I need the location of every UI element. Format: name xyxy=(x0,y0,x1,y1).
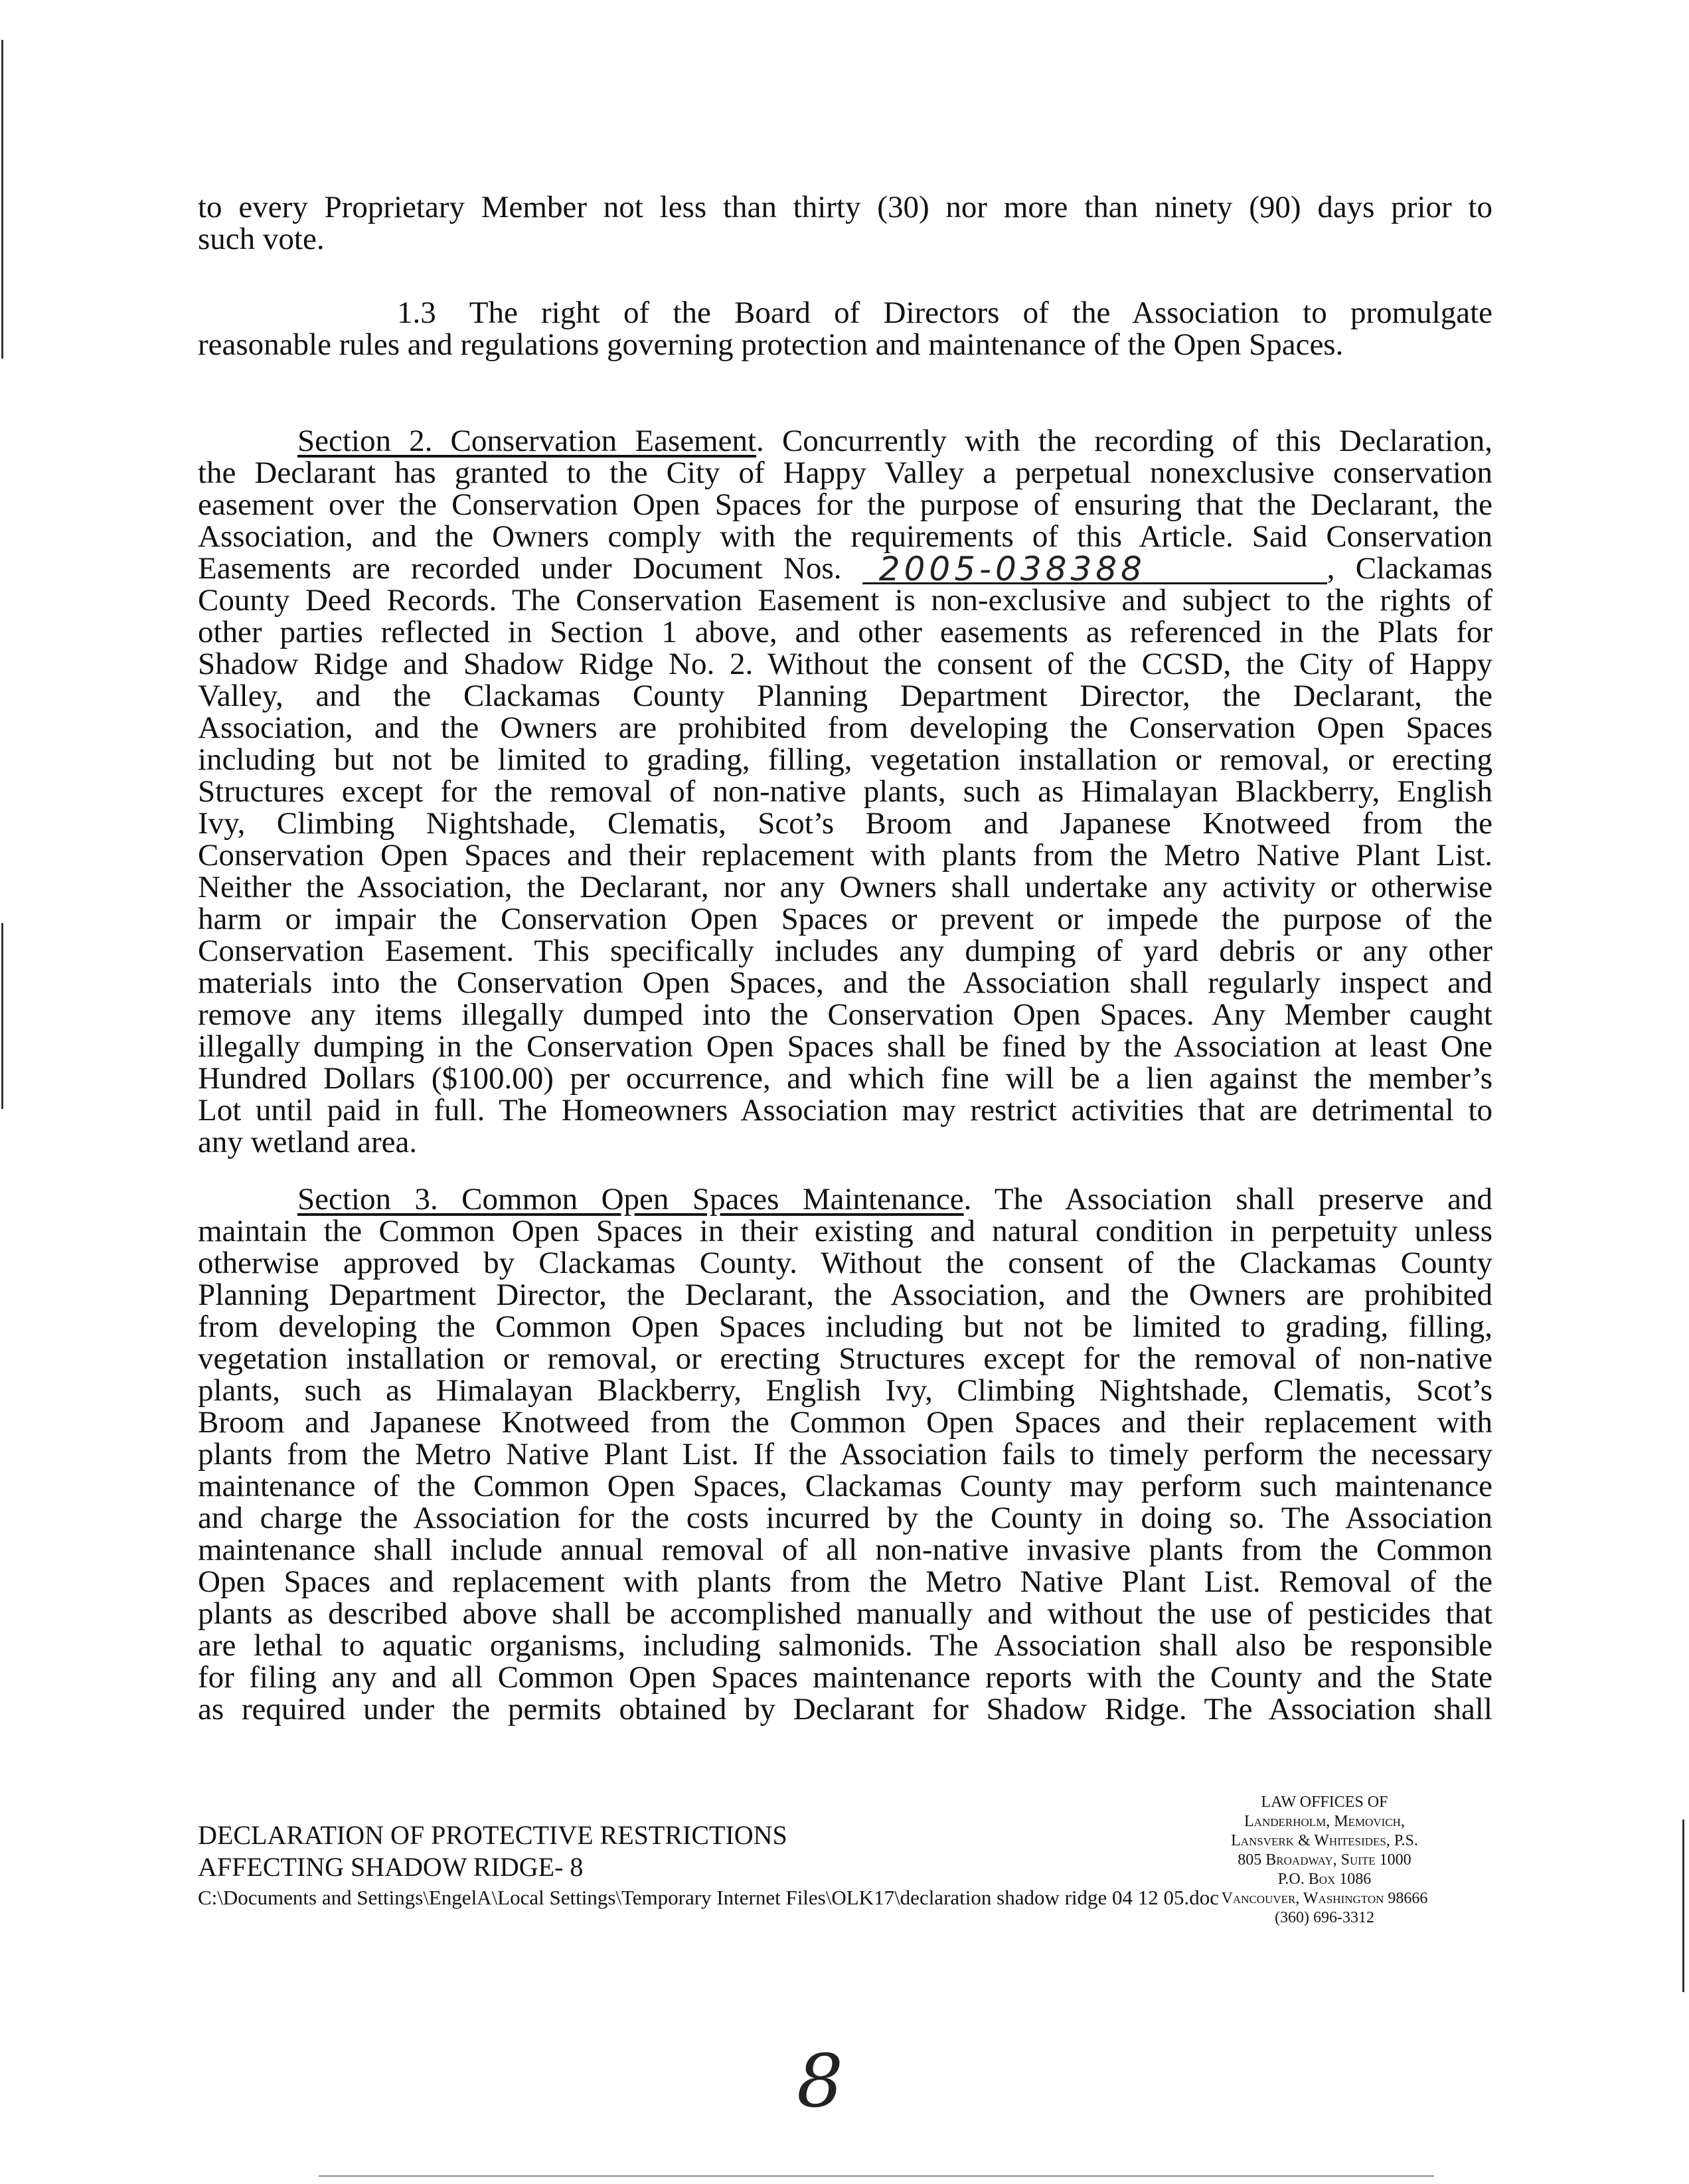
text-line: Hundred Dollars ($100.00) per occurrence, and which fine will be a lien against the member’s xyxy=(198,1061,1492,1096)
clause-number: 1.3 xyxy=(397,295,436,330)
paragraph-1-3 xyxy=(198,297,1492,361)
text-line: plants from the Metro Native Plant List. If the Association fails to timely perform the necessary xyxy=(198,1437,1492,1471)
text-line: remove any items illegally dumped into the Conservation Open Spaces. Any Member caught xyxy=(198,997,1492,1032)
footer-title-line: DECLARATION OF PROTECTIVE RESTRICTIONS xyxy=(198,1820,787,1850)
text-line: plants as described above shall be accomplished manually and without the use of pesticides that xyxy=(198,1596,1492,1631)
document-number-field xyxy=(862,550,1327,588)
text-line: maintain the Common Open Spaces in their existing and natural condition in perpetuity unless xyxy=(198,1214,1492,1248)
text-line: illegally dumping in the Conservation Open Spaces shall be fined by the Association at least One xyxy=(198,1029,1492,1064)
section-heading: Section 3. Common Open Spaces Maintenance xyxy=(297,1182,964,1217)
text-line: vegetation installation or removal, or erecting Structures except for the removal of non-native xyxy=(198,1341,1492,1376)
law-office-block xyxy=(1188,1793,1461,1928)
scan-bottom-mark xyxy=(319,2175,1434,2177)
scan-edge-mark xyxy=(1,923,3,1109)
text-line: Planning Department Director, the Declarant, the Association, and the Owners are prohibited xyxy=(198,1278,1492,1312)
text-line: Ivy, Climbing Nightshade, Clematis, Scot’s Broom and Japanese Knotweed from the xyxy=(198,806,1492,841)
law-office-line: P.O. Box 1086 xyxy=(1277,1871,1372,1888)
text-line: Valley, and the Clackamas County Planning Department Director, the Declarant, the xyxy=(198,679,1492,713)
text-line: harm or impair the Conservation Open Spaces or prevent or impede the purpose of the xyxy=(198,902,1492,936)
section-heading: Section 2. Conservation Easement xyxy=(297,424,757,458)
text-line: Neither the Association, the Declarant, nor any Owners shall undertake any activity or otherwise xyxy=(198,870,1492,904)
text-line: such vote. xyxy=(198,222,325,256)
law-office-line: (360) 696-3312 xyxy=(1275,1909,1374,1926)
law-office-line: Vancouver, Washington 98666 xyxy=(1221,1890,1428,1907)
footer-title xyxy=(198,1819,787,1883)
text-line: Easements are recorded under Document Nos. xyxy=(198,551,842,586)
text-line: including but not be limited to grading, filling, vegetation installation or removal, or erecting xyxy=(198,742,1492,777)
text-line: maintenance of the Common Open Spaces, Clackamas County may perform such maintenance xyxy=(198,1469,1492,1503)
text-line: the Declarant has granted to the City of Happy Valley a perpetual nonexclusive conservation xyxy=(198,456,1492,490)
handwritten-page-number: 8 xyxy=(797,2039,843,2124)
text-line: Open Spaces and replacement with plants from the Metro Native Plant List. Removal of the xyxy=(198,1564,1492,1599)
footer-title-line: AFFECTING SHADOW RIDGE- 8 xyxy=(198,1852,584,1882)
text-line: Association, and the Owners are prohibited from developing the Conservation Open Spaces xyxy=(198,711,1492,745)
text-line: are lethal to aquatic organisms, including salmonids. The Association shall also be responsible xyxy=(198,1628,1492,1663)
scan-edge-mark xyxy=(1682,1819,1684,1992)
text-line: . The Association shall preserve and xyxy=(963,1182,1492,1217)
text-line: Shadow Ridge and Shadow Ridge No. 2. Without the consent of the CCSD, the City of Happy xyxy=(198,647,1492,681)
text-line: from developing the Common Open Spaces including but not be limited to grading, filling, xyxy=(198,1309,1492,1344)
section-3-common-open-spaces xyxy=(198,1183,1492,1725)
text-line: Association, and the Owners comply with the requirements of this Article. Said Conservation xyxy=(198,519,1492,554)
handwritten-document-number: 2005-038388 xyxy=(878,550,1146,588)
text-line: County Deed Records. The Conservation Easement is non-exclusive and subject to the rights of xyxy=(198,583,1492,618)
text-line: other parties reflected in Section 1 above, and other easements as referenced in the Plats for xyxy=(198,615,1492,649)
text-line: otherwise approved by Clackamas County. Without the consent of the Clackamas County xyxy=(198,1246,1492,1280)
text-line: Lot until paid in full. The Homeowners Association may restrict activities that are detrimental to xyxy=(198,1093,1492,1128)
paragraph-continuation xyxy=(198,191,1492,255)
text-line: , Clackamas xyxy=(1327,551,1493,586)
text-line: and charge the Association for the costs incurred by the County in doing so. The Association xyxy=(198,1501,1492,1535)
text-line: Structures except for the removal of non-native plants, such as Himalayan Blackberry, English xyxy=(198,774,1492,809)
text-line: materials into the Conservation Open Spaces, and the Association shall regularly inspect and xyxy=(198,966,1492,1000)
text-line: plants, such as Himalayan Blackberry, English Ivy, Climbing Nightshade, Clematis, Scot’s xyxy=(198,1373,1492,1408)
text-line: to every Proprietary Member not less than thirty (30) nor more than ninety (90) days prior to xyxy=(198,190,1492,224)
text-line: Conservation Open Spaces and their replacement with plants from the Metro Native Plant List. xyxy=(198,838,1492,873)
text-line: any wetland area. xyxy=(198,1125,418,1159)
text-line: for filing any and all Common Open Spaces maintenance reports with the County and the State xyxy=(198,1660,1492,1695)
text-line: . Concurrently with the recording of this Declaration, xyxy=(756,424,1492,458)
text-line: Broom and Japanese Knotweed from the Common Open Spaces and their replacement with xyxy=(198,1405,1492,1440)
text-line: easement over the Conservation Open Spaces for the purpose of ensuring that the Declarant, the xyxy=(198,487,1492,522)
law-office-line: LAW OFFICES OF xyxy=(1261,1794,1388,1811)
section-2-conservation-easement xyxy=(198,425,1492,1158)
text-line: The right of the Board of Directors of the Association to promulgate xyxy=(469,295,1492,330)
law-office-line: Landerholm, Memovich, xyxy=(1244,1813,1405,1830)
text-line: Conservation Easement. This specifically includes any dumping of yard debris or any other xyxy=(198,934,1492,968)
footer-file-path: C:\Documents and Settings\EngelA\Local Settings\Temporary Internet Files\OLK17\declaration shadow ridge 04 12 05.doc xyxy=(198,1886,1220,1909)
law-office-line: 805 Broadway, Suite 1000 xyxy=(1238,1851,1411,1869)
scan-edge-mark xyxy=(1,40,3,359)
text-line: reasonable rules and regulations governing protection and maintenance of the Open Spaces. xyxy=(198,327,1344,362)
text-line: as required under the permits obtained by Declarant for Shadow Ridge. The Association shall xyxy=(198,1692,1492,1726)
text-line: maintenance shall include annual removal of all non-native invasive plants from the Common xyxy=(198,1533,1492,1567)
law-office-line: Lansverk & Whitesides, P.S. xyxy=(1231,1832,1418,1849)
